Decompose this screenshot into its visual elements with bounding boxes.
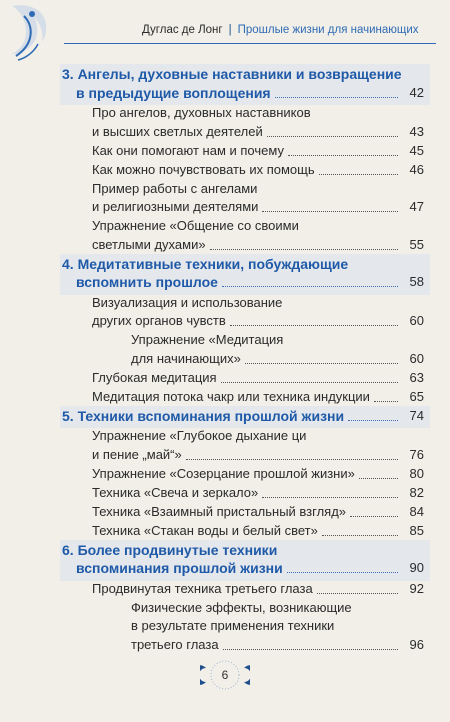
entry-title: Медитация потока чакр или техника индукции xyxy=(92,388,370,404)
entry-title: Пример работы с ангелами xyxy=(92,180,258,196)
chapter-title: 4. Медитативные техники, побуждающие xyxy=(62,255,349,272)
page-ref: 90 xyxy=(409,560,424,575)
header-author: Дуглас де Лонг xyxy=(142,24,223,36)
dot-leader xyxy=(221,382,398,383)
dot-leader xyxy=(210,249,398,250)
page-ref: 82 xyxy=(409,484,424,500)
entry-title: в результате применения техники xyxy=(131,618,335,633)
chapter-title: вспоминания прошлой жизни xyxy=(76,560,283,576)
page-ref: 65 xyxy=(409,388,424,404)
entry-title: Про ангелов, духовных наставников xyxy=(92,105,311,120)
page-ref: 63 xyxy=(409,369,424,385)
chapter-title: 6. Более продвинутые техники xyxy=(62,541,278,558)
entry-title: и религиозными деятелями xyxy=(92,199,259,214)
chapter-title: в предыдущие воплощения xyxy=(76,84,271,101)
page-ref: 55 xyxy=(409,236,424,252)
chapter-title: 5. Техники вспоминания прошлой жизни xyxy=(62,407,345,424)
page-ref: 96 xyxy=(409,636,424,652)
dot-leader xyxy=(319,174,398,175)
header-book-title: Прошлые жизни для начинающих xyxy=(237,24,419,36)
entry-title: Физические эффекты, возникающие xyxy=(131,599,352,615)
dot-leader xyxy=(322,535,398,536)
dot-leader xyxy=(222,286,398,287)
entry-title: и высших светлых деятелей xyxy=(92,123,263,139)
entry-title: светлыми духами» xyxy=(92,236,206,252)
entry-title: Продвинутая техника третьего глаза xyxy=(92,580,313,596)
page-ref: 74 xyxy=(409,407,424,423)
entry-title: Упражнение «Глубокое дыхание ци xyxy=(92,428,307,443)
page-ref: 60 xyxy=(409,313,424,328)
page-ref: 92 xyxy=(409,580,424,596)
entry-title: Упражнение «Общение со своими xyxy=(92,218,299,233)
running-head xyxy=(142,24,436,36)
chapter-title: вспомнить прошлое xyxy=(76,274,218,290)
dot-leader xyxy=(288,155,398,156)
page-ref: 76 xyxy=(409,446,424,462)
dot-leader xyxy=(287,572,398,573)
entry-title: Глубокая медитация xyxy=(92,369,217,385)
dot-leader xyxy=(262,497,398,498)
entry-title: для начинающих» xyxy=(131,350,241,366)
page-ref: 80 xyxy=(409,465,424,481)
chapter-title: 3. Ангелы, духовные наставники и возвращение xyxy=(62,66,402,82)
header-rule xyxy=(64,43,436,44)
page-ref: 42 xyxy=(409,84,424,100)
dot-leader xyxy=(245,363,398,364)
entry-title: и пение „май“» xyxy=(92,446,182,462)
page-number: 6 xyxy=(221,668,229,682)
entry-title: Визуализация и использование xyxy=(92,294,283,310)
page-ref: 47 xyxy=(409,199,424,214)
entry-title: Упражнение «Медитация xyxy=(131,332,284,347)
entry-title: Упражнение «Созерцание прошлой жизни» xyxy=(92,465,355,481)
page-ref: 60 xyxy=(409,350,424,366)
dot-leader xyxy=(348,420,398,421)
entry-title: Техника «Стакан воды и белый свет» xyxy=(92,522,318,538)
entry-title: других органов чувств xyxy=(92,313,226,328)
dot-leader xyxy=(267,136,398,137)
page-ref: 45 xyxy=(409,142,424,158)
dot-leader xyxy=(275,97,398,98)
dot-leader xyxy=(186,459,398,460)
entry-title: третьего глаза xyxy=(131,636,219,652)
dot-leader xyxy=(262,211,398,212)
page-ref: 84 xyxy=(409,503,424,519)
page-ref: 58 xyxy=(409,274,424,289)
bird-logo-icon xyxy=(4,2,56,64)
dot-leader xyxy=(359,478,398,479)
page-ref: 46 xyxy=(409,161,424,177)
entry-title: Техника «Свеча и зеркало» xyxy=(92,484,259,500)
dot-leader xyxy=(374,401,398,402)
header-separator: | xyxy=(228,24,232,36)
dot-leader xyxy=(230,325,398,326)
entry-title: Техника «Взаимный пристальный взгляд» xyxy=(92,503,347,519)
page-ref: 85 xyxy=(409,522,424,538)
entry-title: Как можно почувствовать их помощь xyxy=(92,161,315,177)
dot-leader xyxy=(317,593,398,594)
page-ref: 43 xyxy=(409,123,424,139)
entry-title: Как они помогают нам и почему xyxy=(92,142,284,158)
dot-leader xyxy=(350,516,398,517)
